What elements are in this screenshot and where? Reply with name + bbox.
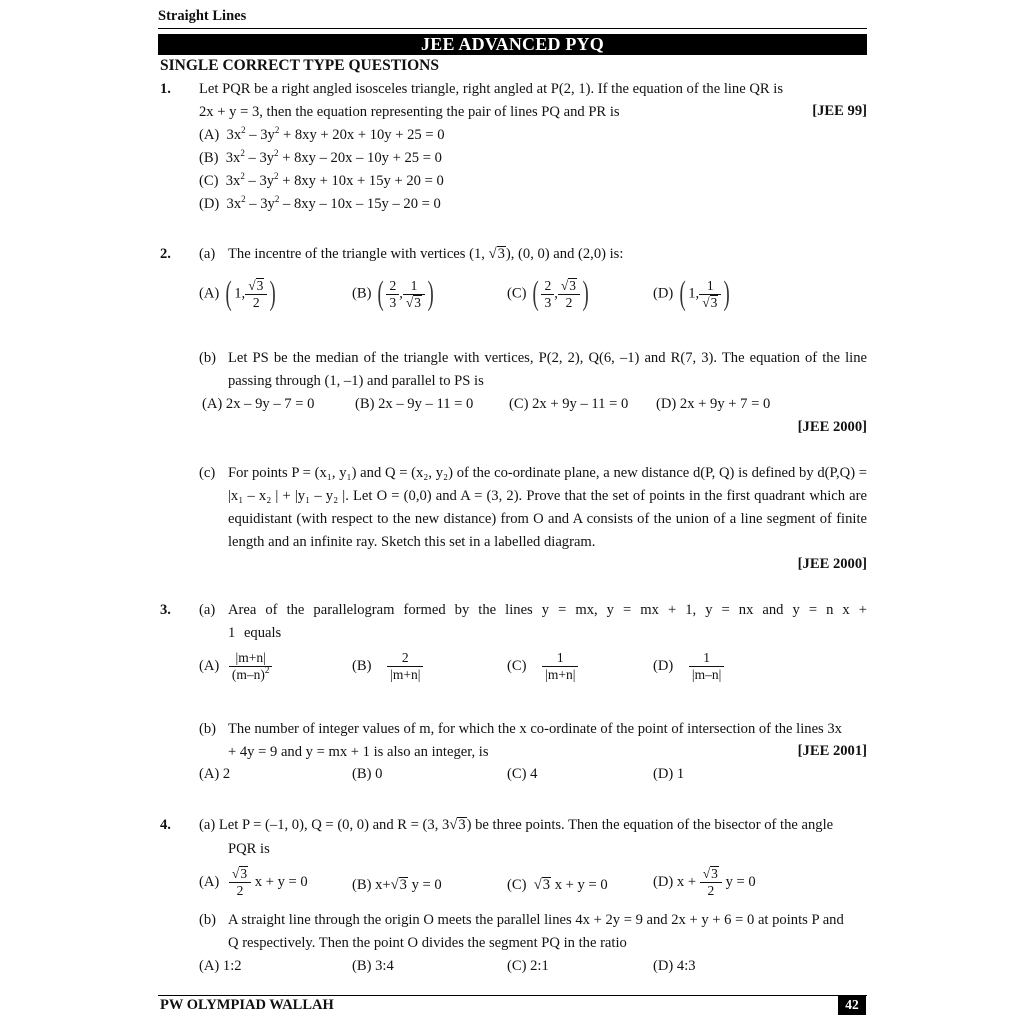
footer-brand: PW OLYMPIAD WALLAH [160, 997, 334, 1013]
question-text: For points P = (x₁, y₁) and Q = (x₂, y₂) of the co-ordinate plane, a new distance d(P, Q) is defined by d(P,Q) = |x₁ – x₂ | + |y₁ – y₂ |. Let O = (0,0) and A = (3, 2). Prove that the set of points in the first quadrant which are equidistant (with respect to the new distance) from O and A consists of the union of a line segment of finite length and an infinite ray. Sketch this set in a labelled diagram. [228, 465, 867, 550]
question-text: Let PS be the median of the triangle with vertices, P(2, 2), Q(6, –1) and R(7, 3). The equation of the line passing through (1, –1) and parallel to PS is [228, 350, 867, 389]
question-line: A straight line through the origin O meets the parallel lines 4x + 2y = 9 and 2x + y + 6 = 0 at points P and [228, 912, 844, 928]
question-line: PQR is [228, 841, 270, 857]
option-c: (C) ( $\frac{2}{3}$ , $\frac{√3}{2}$ ) [507, 275, 589, 312]
option-c: (C) 2:1 [507, 958, 549, 974]
question-text: The incentre of the triangle with vertices (1, √3), (0, 0) and (2,0) is: [228, 246, 624, 262]
option-a: (A) ( 1, $\frac{√3}{2}$ ) [199, 275, 277, 312]
subpart-label: (b) [199, 912, 217, 928]
section-title: SINGLE CORRECT TYPE QUESTIONS [160, 57, 439, 74]
header-rule [158, 28, 867, 29]
option-a: (A) $3x^2 - 3y^2 + 8xy + 20x + 10y + 25 = 0$ [199, 125, 445, 143]
question-text [199, 78, 867, 124]
option-a: (A) $\frac{√3}{2}$ x + y = 0 [199, 866, 308, 898]
question-text [228, 718, 867, 764]
option-a: (A) 2x – 9y – 7 = 0 [202, 396, 315, 412]
option-d: (D) $\frac{1}{|m-n|}$ [653, 650, 724, 683]
option-a: (A) $\frac{|m+n|}{(m-n)^2}$ [199, 650, 272, 683]
option-b: (B) 0 [352, 766, 383, 782]
subpart-label: (c) [199, 465, 216, 481]
question-number: 2. [160, 246, 171, 262]
subpart-label: (a) [199, 602, 216, 618]
subpart-label: (a) [199, 246, 216, 262]
option-d: (D) 1 [653, 766, 685, 782]
question-text: Area of the parallelogram formed by the lines y = mx, y = mx + 1, y = nx and y = n x + 1 equals [228, 602, 867, 641]
question-line: 2x + y = 3, then the equation representing the pair of lines PQ and PR is [199, 104, 620, 120]
option-c: (C) $3x^2 - 3y^2 + 8xy + 10x + 15y + 20 = 0$ [199, 171, 444, 189]
question-number: 4. [160, 817, 171, 833]
subpart-label: (b) [199, 350, 217, 366]
question-number: 1. [160, 81, 171, 97]
option-b: (B) 3:4 [352, 958, 394, 974]
option-d: (D) $3x^2 - 3y^2 - 8xy - 10x - 15y - 20 = 0$ [199, 194, 441, 212]
exam-tag: [JEE 2001] [797, 743, 867, 759]
option-a: (A) 1:2 [199, 958, 242, 974]
exam-tag: [JEE 2000] [797, 556, 867, 572]
exam-tag: [JEE 99] [812, 103, 867, 119]
option-a: (A) 2 [199, 766, 231, 782]
option-b: (B) ( $\frac{2}{3}$ , $\frac{1}{√3}$ ) [352, 275, 434, 312]
option-d: (D) ( 1, $\frac{1}{√3}$ ) [653, 275, 731, 312]
exam-tag: [JEE 2000] [797, 419, 867, 435]
question-number: 3. [160, 602, 171, 618]
question-line: The number of integer values of m, for which the x co-ordinate of the point of intersection of the lines 3x [228, 721, 842, 737]
option-c: (C) 4 [507, 766, 538, 782]
option-d: (D) x + $\frac{√3}{2}$ y = 0 [653, 866, 756, 898]
option-d: (D) 4:3 [653, 958, 696, 974]
question-text: (a) Let P = (–1, 0), Q = (0, 0) and R = (3, 3√3) be three points. Then the equation of the bisector of the angle [199, 817, 834, 833]
page-number: 42 [838, 995, 866, 1015]
question-line: Q respectively. Then the point O divides the segment PQ in the ratio [228, 935, 627, 951]
running-header: Straight Lines [158, 8, 247, 24]
section-banner: JEE ADVANCED PYQ [158, 34, 867, 55]
option-c: (C) $\frac{1}{|m+n|}$ [507, 650, 578, 683]
option-c: (C) 2x + 9y – 11 = 0 [509, 396, 629, 412]
subpart-label: (b) [199, 721, 217, 737]
question-line: + 4y = 9 and y = mx + 1 is also an integer, is [228, 744, 489, 760]
option-c: (C) √3 x + y = 0 [507, 877, 608, 893]
option-b: (B) $3x^2 - 3y^2 + 8xy - 20x - 10y + 25 = 0$ [199, 148, 442, 166]
question-text [228, 909, 867, 955]
option-b: (B) $\frac{2}{|m+n|}$ [352, 650, 423, 683]
option-b: (B) 2x – 9y – 11 = 0 [355, 396, 474, 412]
question-line: Let PQR be a right angled isosceles triangle, right angled at P(2, 1). If the equation of the line QR is [199, 81, 784, 97]
footer-rule [158, 995, 867, 996]
option-d: (D) 2x + 9y + 7 = 0 [656, 396, 771, 412]
option-b: (B) x+√3 y = 0 [352, 877, 442, 893]
